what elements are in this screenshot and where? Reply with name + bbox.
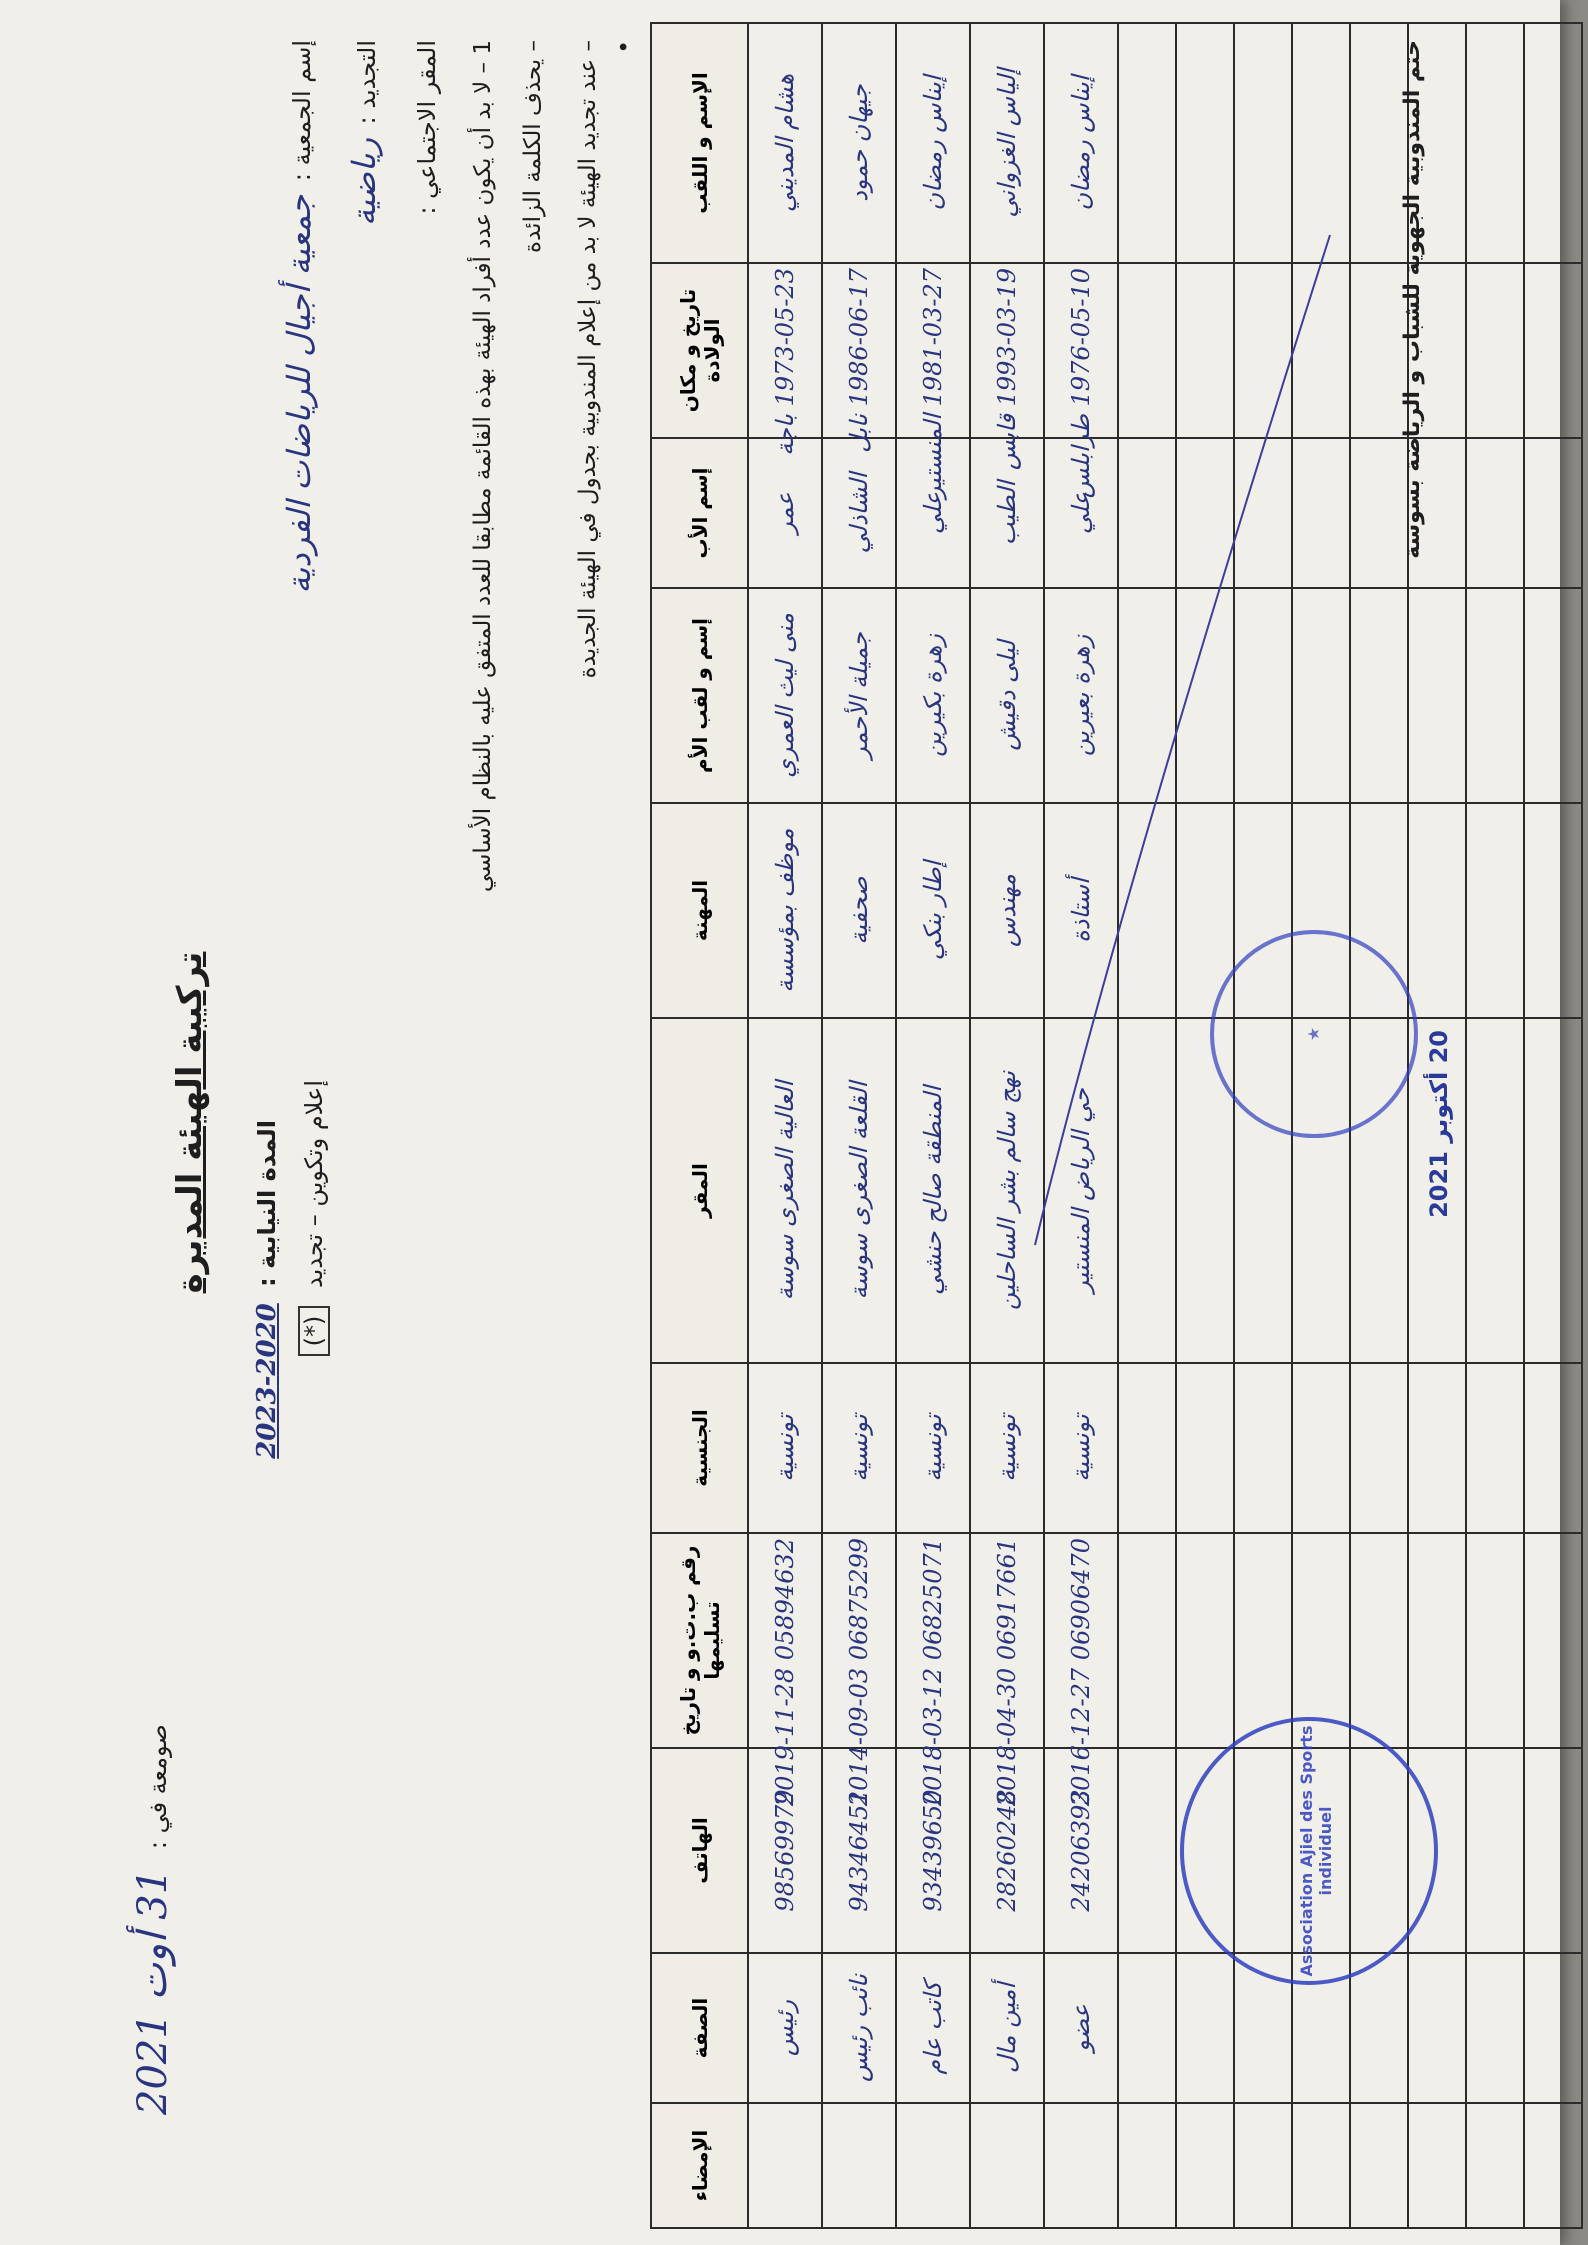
table-header-cell: الهاتف — [651, 1748, 748, 1953]
table-cell — [1176, 263, 1234, 438]
table-cell — [748, 1363, 822, 1533]
cell-value: إطار بنكي — [919, 860, 947, 961]
table-header-cell: رقم ب.ت.و و تاريخ تسليمها — [651, 1533, 748, 1748]
table-cell — [822, 1363, 896, 1533]
table-header-cell: الإسم و اللقب — [651, 23, 748, 263]
empty-table-row — [1524, 23, 1582, 2228]
footer-label: ختم المندوبية الجهوية للشباب و الرياضة بسوسة — [1400, 40, 1425, 559]
mandate-line — [252, 1120, 282, 1459]
cell-value: 05894632 2019-11-28 — [771, 1538, 799, 1807]
table-cell — [1044, 803, 1118, 1018]
note-bullet: • — [612, 40, 638, 54]
table-cell — [1118, 1953, 1176, 2103]
cell-value: تونسية — [919, 1414, 947, 1482]
cell-value: 28260248 — [993, 1789, 1021, 1912]
table-header-cell: الإمضاء — [651, 2103, 748, 2228]
association-value: جمعية أجيال للرياضات الفردية — [280, 194, 318, 594]
cell-value: عمر — [771, 492, 799, 534]
table-cell — [748, 803, 822, 1018]
table-header-cell: تاريخ و مكان الولادة — [651, 263, 748, 438]
sealed-label: صومعة في : — [144, 1724, 172, 1850]
table-cell — [1234, 2103, 1292, 2228]
cell-value: مهندس — [993, 873, 1021, 948]
cell-value: العالية الصغرى سوسة — [771, 1080, 799, 1301]
cell-value: حي الرياض المنستير — [1067, 1088, 1095, 1293]
fed-label: التجديد : — [353, 40, 381, 125]
cell-value: 1976-05-10 طرابلس — [1067, 268, 1095, 499]
table-cell — [748, 2103, 822, 2228]
cell-value: 06917661 2018-04-30 — [993, 1538, 1021, 1807]
table-cell — [1234, 263, 1292, 438]
table-cell — [1408, 1363, 1466, 1533]
table-cell — [1524, 1363, 1582, 1533]
table-cell — [1044, 1363, 1118, 1533]
table-cell — [1466, 263, 1524, 438]
table-cell — [1466, 438, 1524, 588]
table-cell — [822, 23, 896, 263]
table-cell — [1234, 23, 1292, 263]
cell-value: إلياس الغزواني — [993, 68, 1021, 218]
table-cell — [970, 1533, 1044, 1807]
note-strike: – يحذف الكلمة الزائدة — [520, 40, 546, 253]
table-cell — [748, 263, 822, 456]
table-cell — [896, 1018, 970, 1363]
table-header-row — [651, 23, 748, 2228]
table-cell — [1118, 1018, 1176, 1363]
table-row — [822, 23, 896, 2228]
cell-value: ليلى دقيش — [993, 640, 1021, 751]
hq-label: المقر الاجتماعي : — [413, 40, 441, 215]
table-cell — [1466, 1363, 1524, 1533]
table-cell — [896, 1363, 970, 1533]
table-cell — [896, 588, 970, 803]
cell-value: 06825071 2018-03-12 — [919, 1538, 947, 1807]
table-cell — [1118, 438, 1176, 588]
note-renewal: – عند تجديد الهيئة لا بد من إعلام المندوبية بجدول في الهيئة الجديدة — [575, 40, 601, 679]
cell-value: 06906470 2016-12-27 — [1067, 1538, 1095, 1807]
cell-value: موظف بمؤسسة — [771, 828, 799, 993]
table-cell — [822, 1953, 896, 2103]
cell-value: 93439650 — [919, 1789, 947, 1912]
empty-table-row — [1466, 23, 1524, 2228]
table-cell — [1118, 803, 1176, 1018]
cell-value: 1986-06-17 نابل — [845, 268, 873, 453]
table-cell — [1176, 1953, 1234, 2103]
mandate-value: 2020-2023 — [252, 1303, 282, 1459]
table-cell — [1408, 803, 1466, 1018]
table-body — [748, 23, 1582, 2228]
table-row — [1044, 23, 1118, 2228]
table-cell — [748, 23, 822, 263]
table-cell — [1176, 1533, 1234, 1748]
table-cell — [1466, 1533, 1524, 1748]
cell-value: جميلة الأحمر — [845, 632, 873, 759]
cell-value: أستاذة — [1067, 878, 1095, 943]
table-cell — [1044, 588, 1118, 803]
cell-value: 1981-03-27 المنستير — [919, 268, 947, 499]
table-cell — [970, 23, 1044, 263]
table-cell — [1350, 588, 1408, 803]
election-mark: (*) — [298, 1306, 330, 1357]
cell-value: علي — [1067, 491, 1095, 535]
table-cell — [822, 1533, 896, 1807]
table-cell — [748, 1953, 822, 2103]
table-cell — [1350, 1363, 1408, 1533]
cell-value: نائب رئيس — [845, 1974, 873, 2082]
table-cell — [822, 2103, 896, 2228]
cell-value: الطيب — [993, 480, 1021, 546]
table-cell — [1466, 803, 1524, 1018]
cell-value: نهج سالم بشر الساحلين — [993, 1070, 1021, 1311]
table-row — [970, 23, 1044, 2228]
table-cell — [822, 263, 896, 453]
table-cell — [896, 2103, 970, 2228]
table-cell — [1234, 1363, 1292, 1533]
table-cell — [1292, 588, 1350, 803]
table-cell — [822, 438, 896, 588]
table-cell — [1408, 1953, 1466, 2103]
table-header-cell: الجنسية — [651, 1363, 748, 1533]
table-cell — [822, 588, 896, 803]
table-cell — [1118, 588, 1176, 803]
table-cell — [1118, 1748, 1176, 1953]
table-header-cell: إسم الأب — [651, 438, 748, 588]
table-cell — [748, 1533, 822, 1807]
cell-value: جيهان حمود — [845, 84, 873, 202]
cell-value: 94346451 — [845, 1789, 873, 1912]
table-cell — [1292, 1363, 1350, 1533]
table-cell — [822, 1018, 896, 1363]
table-cell — [1350, 2103, 1408, 2228]
cell-value: عضو — [1067, 2004, 1095, 2052]
table-cell — [1234, 1533, 1292, 1748]
table-cell — [970, 263, 1044, 471]
election-line — [300, 1080, 328, 1356]
table-cell — [1176, 1363, 1234, 1533]
cell-value: هشام المديني — [771, 73, 799, 213]
table-cell — [1044, 263, 1118, 499]
table-cell — [970, 803, 1044, 1018]
table-cell — [970, 1018, 1044, 1363]
table-cell — [1044, 2103, 1118, 2228]
table-cell — [1466, 2103, 1524, 2228]
cell-value: إيناس رمضان — [1067, 75, 1095, 211]
table-cell — [896, 1953, 970, 2103]
table-cell — [1466, 1018, 1524, 1363]
table-cell — [970, 1363, 1044, 1533]
cell-value: كاتب عام — [919, 1981, 947, 2075]
table-header-cell: الصفة — [651, 1953, 748, 2103]
table-cell — [1466, 588, 1524, 803]
table-row — [748, 23, 822, 2228]
cell-value: 06875299 2014-09-03 — [845, 1538, 873, 1807]
table-cell — [1524, 1018, 1582, 1363]
table-cell — [1176, 2103, 1234, 2228]
table-cell — [1234, 438, 1292, 588]
table-cell — [1292, 2103, 1350, 2228]
cell-value: زهرة بكيرين — [919, 633, 947, 758]
table-cell — [1118, 263, 1176, 438]
cell-value: تونسية — [771, 1414, 799, 1482]
cell-value: تونسية — [993, 1414, 1021, 1482]
table-cell — [1176, 23, 1234, 263]
table-cell — [1292, 1533, 1350, 1748]
cell-value: منى ليث العمري — [771, 613, 799, 778]
table-cell — [1118, 2103, 1176, 2228]
empty-table-row — [1118, 23, 1176, 2228]
cell-value: تونسية — [845, 1414, 873, 1482]
table-cell — [1466, 23, 1524, 263]
table-cell — [1350, 1533, 1408, 1748]
table-header-cell: المهنة — [651, 803, 748, 1018]
cell-value: إيناس رمضان — [919, 75, 947, 211]
table-cell — [822, 803, 896, 1018]
cell-value: 98569979 — [771, 1789, 799, 1912]
table-cell — [896, 23, 970, 263]
table-cell — [1292, 438, 1350, 588]
cell-value: 1973-05-23 باجة — [771, 268, 799, 456]
cell-value: زهرة بعيرين — [1067, 634, 1095, 757]
cell-value: تونسية — [1067, 1414, 1095, 1482]
table-cell — [896, 803, 970, 1018]
table-cell — [970, 588, 1044, 803]
table-cell — [1524, 1953, 1582, 2103]
association-label: إسم الجمعية : — [288, 40, 316, 182]
footer-date: 20 أكتوبر 2021 — [1425, 1030, 1453, 1218]
table-cell — [970, 2103, 1044, 2228]
table-cell — [1466, 1953, 1524, 2103]
association-field — [280, 40, 318, 594]
table-cell — [748, 438, 822, 588]
table-cell — [1524, 263, 1582, 438]
table-header-cell: المقر — [651, 1018, 748, 1363]
delegation-stamp — [1210, 930, 1418, 1138]
cell-value: المنطقة صالح حنشي — [919, 1085, 947, 1296]
table-cell — [1234, 588, 1292, 803]
cell-value: 24206393 — [1067, 1789, 1095, 1912]
table-cell — [1176, 588, 1234, 803]
table-cell — [1292, 263, 1350, 438]
table-cell — [1408, 1533, 1466, 1748]
hq-field — [405, 40, 443, 221]
table-cell — [748, 588, 822, 803]
cell-value: الشاذلي — [845, 472, 873, 554]
table-cell — [896, 1533, 970, 1807]
table-cell — [1044, 1953, 1118, 2103]
table-cell — [1408, 588, 1466, 803]
table-cell — [896, 263, 970, 499]
document-title: تركيبة الهيئة المديرة — [170, 951, 210, 1294]
association-stamp — [1180, 1717, 1438, 1985]
cell-value: القلعة الصغرى سوسة — [845, 1081, 873, 1300]
table-cell — [1524, 438, 1582, 588]
table-cell — [1044, 23, 1118, 263]
cell-value: رئيس — [771, 1999, 799, 2057]
table-cell — [1524, 1533, 1582, 1748]
table-cell — [1524, 588, 1582, 803]
cell-value: علي — [919, 491, 947, 535]
table-header-cell: إسم و لقب الأم — [651, 588, 748, 803]
table-cell — [1350, 1953, 1408, 2103]
fed-value: رياضية — [345, 137, 383, 227]
table-cell — [1524, 1748, 1582, 1953]
cell-value: 1993-03-19 قابس — [993, 268, 1021, 471]
table-cell — [1466, 1748, 1524, 1953]
table-cell — [1408, 2103, 1466, 2228]
fed-field — [345, 40, 383, 226]
table-row — [896, 23, 970, 2228]
cell-value: صحفية — [845, 876, 873, 945]
table-cell — [1524, 23, 1582, 263]
table-cell — [1044, 1533, 1118, 1807]
table-cell — [1524, 2103, 1582, 2228]
table-cell — [748, 1018, 822, 1363]
mandate-label: المدة النيابية : — [253, 1120, 281, 1287]
table-cell — [1524, 803, 1582, 1018]
sealed-value: 31 أوت 2021 — [130, 1868, 176, 2115]
table-cell — [1118, 1363, 1176, 1533]
table-cell — [1118, 1533, 1176, 1748]
table-cell — [1176, 438, 1234, 588]
election-label: إعلام وتكوين – تجديد — [300, 1080, 328, 1288]
note-members: 1 – لا بد أن يكون عدد أفراد الهيئة بهذه القائمة مطابقا للعدد المتفق عليه بالنظام الأساسي — [470, 40, 496, 893]
table-cell — [970, 1953, 1044, 2103]
association-stamp-text: Association Ajiel des Sports individuel — [1296, 1725, 1335, 1977]
table-cell — [1292, 23, 1350, 263]
cell-value: أمين مال — [993, 1982, 1021, 2074]
table-cell — [1118, 23, 1176, 263]
table-cell — [1044, 1018, 1118, 1363]
delegation-stamp-mark: ★ — [1304, 1026, 1323, 1042]
